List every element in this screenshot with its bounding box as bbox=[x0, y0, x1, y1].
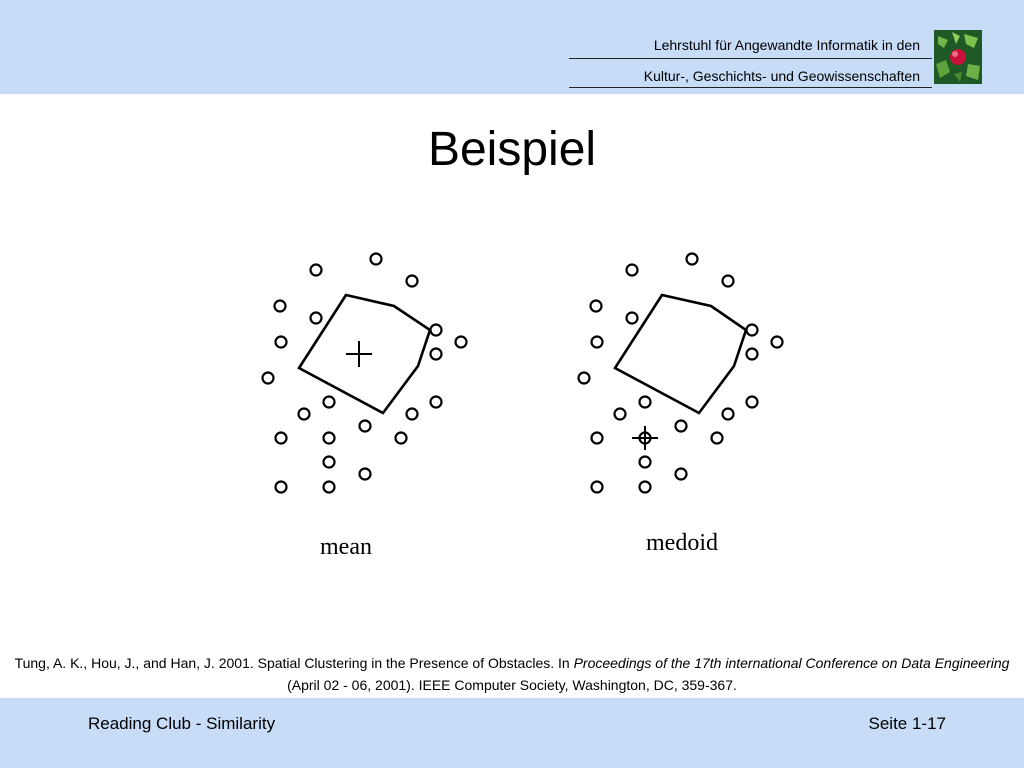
data-point bbox=[360, 469, 371, 480]
citation bbox=[0, 652, 1024, 696]
data-point bbox=[772, 337, 783, 348]
data-point bbox=[371, 254, 382, 265]
data-point bbox=[456, 337, 467, 348]
data-point bbox=[311, 265, 322, 276]
mean-label: mean bbox=[320, 534, 372, 560]
data-point bbox=[627, 313, 638, 324]
data-point bbox=[299, 409, 310, 420]
data-point bbox=[311, 313, 322, 324]
data-point bbox=[687, 254, 698, 265]
data-point bbox=[592, 482, 603, 493]
data-point bbox=[324, 457, 335, 468]
header-bar bbox=[0, 0, 1024, 94]
data-point bbox=[324, 482, 335, 493]
data-point bbox=[592, 337, 603, 348]
data-point bbox=[276, 482, 287, 493]
data-point bbox=[640, 482, 651, 493]
data-point bbox=[276, 433, 287, 444]
data-point bbox=[747, 349, 758, 360]
chair-name-line-1: Lehrstuhl für Angewandte Informatik in den bbox=[653, 37, 920, 53]
medoid-label: medoid bbox=[646, 530, 718, 556]
data-point bbox=[640, 457, 651, 468]
data-point bbox=[324, 433, 335, 444]
chair-name-line-2: Kultur-, Geschichts- und Geowissenschaften bbox=[643, 68, 920, 84]
data-point bbox=[431, 397, 442, 408]
data-point bbox=[615, 409, 626, 420]
header-divider-top bbox=[569, 58, 932, 59]
data-point bbox=[276, 337, 287, 348]
data-point bbox=[676, 469, 687, 480]
data-point bbox=[407, 276, 418, 287]
data-point bbox=[263, 373, 274, 384]
data-point bbox=[676, 421, 687, 432]
data-point bbox=[275, 301, 286, 312]
citation-proceedings: Proceedings of the 17th international Conference on Data Engineering bbox=[573, 655, 1010, 671]
slide-title: Beispiel bbox=[427, 123, 597, 176]
data-point bbox=[407, 409, 418, 420]
data-point bbox=[431, 349, 442, 360]
footer-course-title: Reading Club - Similarity bbox=[88, 714, 276, 733]
footer-bar bbox=[0, 698, 1024, 768]
data-point bbox=[579, 373, 590, 384]
cluster-figure bbox=[240, 240, 800, 510]
data-point bbox=[360, 421, 371, 432]
chair-logo-icon bbox=[934, 30, 982, 84]
data-point bbox=[431, 325, 442, 336]
data-point bbox=[640, 397, 651, 408]
data-point bbox=[723, 409, 734, 420]
data-point bbox=[592, 433, 603, 444]
data-point bbox=[324, 397, 335, 408]
citation-text: Tung, A. K., Hou, J., and Han, J. 2001. Spatial Clustering in the Presence of Obstacles. In bbox=[14, 655, 574, 671]
footer-page-number: Seite 1-17 bbox=[868, 714, 946, 733]
data-point bbox=[712, 433, 723, 444]
data-point bbox=[723, 276, 734, 287]
citation-details: (April 02 - 06, 2001). IEEE Computer Society, Washington, DC, 359-367. bbox=[287, 677, 737, 693]
data-point bbox=[591, 301, 602, 312]
data-point bbox=[747, 397, 758, 408]
header-divider-bottom bbox=[569, 87, 932, 88]
data-point bbox=[747, 325, 758, 336]
data-point bbox=[396, 433, 407, 444]
data-point bbox=[627, 265, 638, 276]
